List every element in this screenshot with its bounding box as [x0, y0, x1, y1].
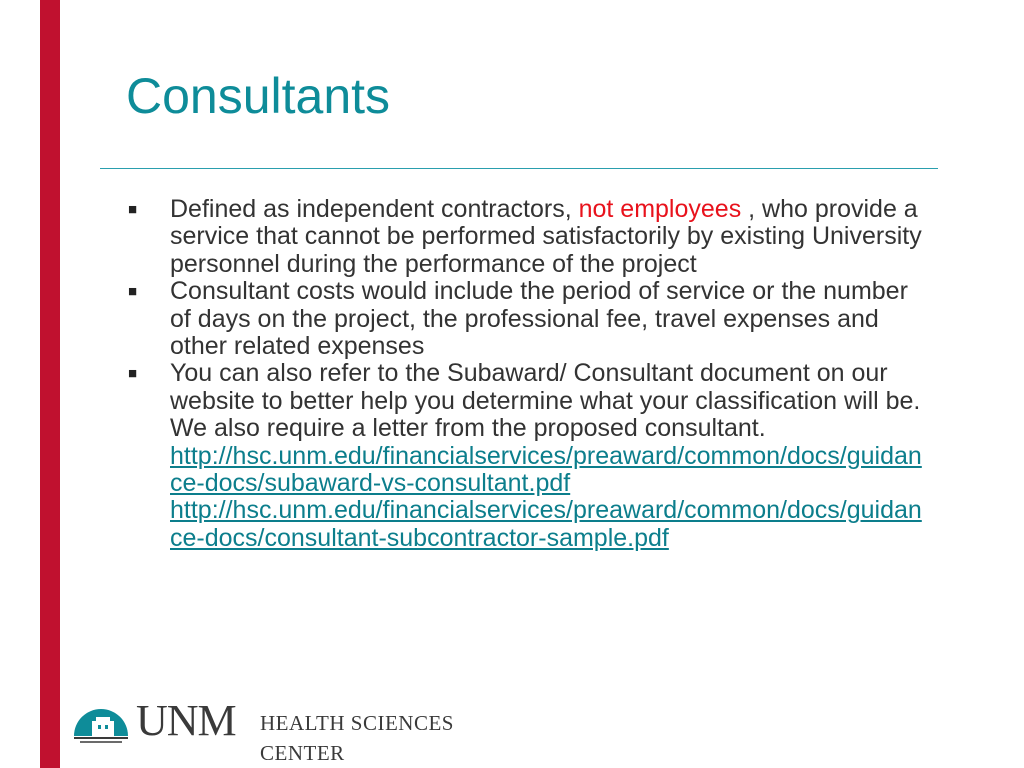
bullet-item-3 — [128, 360, 928, 552]
highlight-text: not employees — [578, 195, 742, 223]
title-divider — [100, 168, 938, 169]
bullet-text: Defined as independent contractors, — [170, 195, 579, 223]
unm-hsc-logo — [70, 696, 530, 765]
bullet-marker: ■ — [128, 365, 138, 383]
slide-title: Consultants — [126, 68, 391, 124]
health-sciences-center-wordmark: HEALTH SCIENCES CENTER — [260, 711, 454, 765]
bullet-list — [128, 196, 928, 552]
left-accent-bar — [40, 0, 60, 768]
bullet-item-1 — [128, 196, 928, 278]
bullet-item-2 — [128, 278, 928, 360]
bullet-text: You can also refer to the Subaward/ Consultant document on our website to better help you determine what your classification will be. We also require a letter from the proposed consultant. — [170, 359, 921, 443]
consultant-subcontractor-sample-link[interactable]: http://hsc.unm.edu/financialservices/preaward/common/docs/guidance-docs/consultant-subcontractor-sample.pdf — [170, 496, 922, 552]
subaward-vs-consultant-link[interactable]: http://hsc.unm.edu/financialservices/preaward/common/docs/guidance-docs/subaward-vs-consultant.pdf — [170, 441, 922, 498]
bullet-marker: ■ — [128, 201, 138, 218]
bullet-text: , who provide a service that cannot be performed satisfactorily by existing University personnel during the performance of the project — [170, 195, 922, 278]
unm-sun-building-logo-icon — [70, 696, 132, 746]
bullet-text: Consultant costs would include the period of service or the number of days on the project, the professional fee, travel expenses and other related expenses — [170, 277, 908, 361]
bullet-marker: ■ — [128, 283, 138, 301]
unm-wordmark: UNM — [136, 696, 236, 745]
